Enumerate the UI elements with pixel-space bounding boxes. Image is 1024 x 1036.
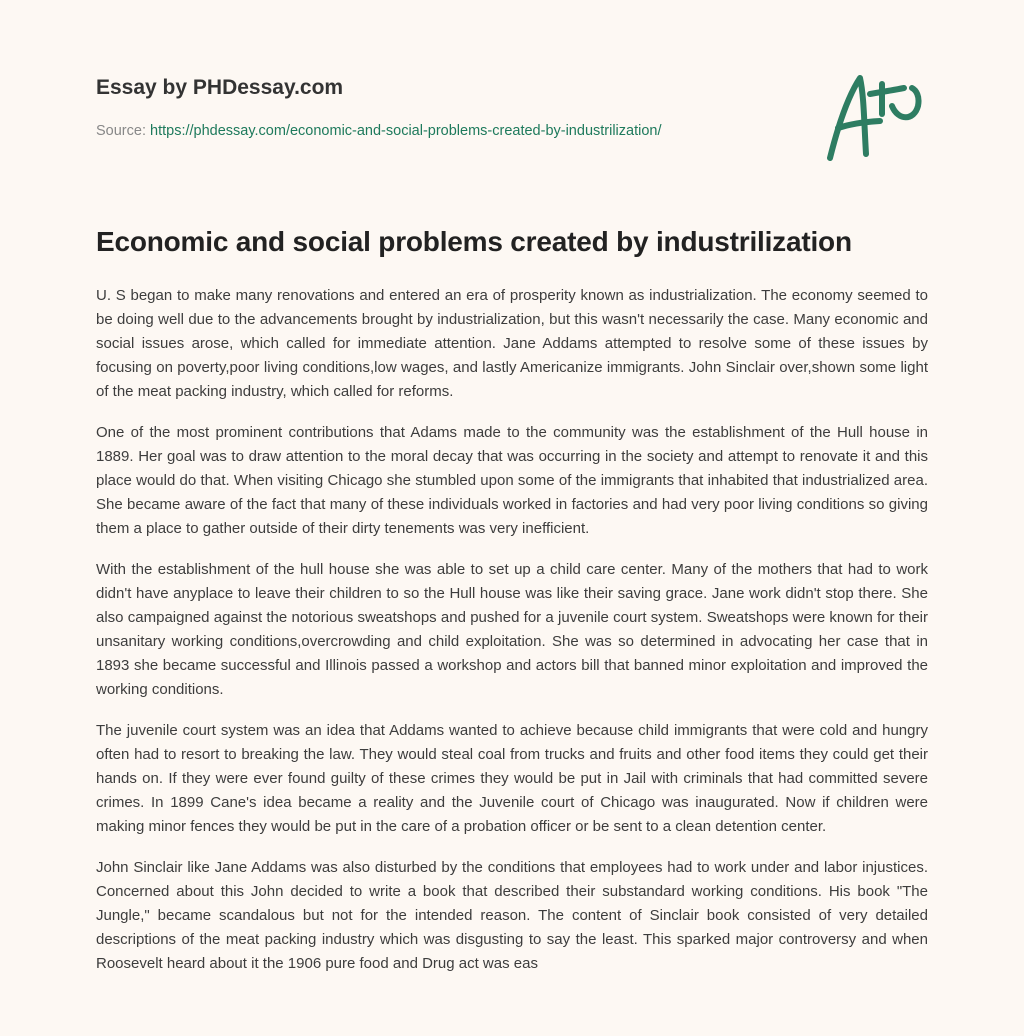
source-line — [96, 123, 662, 139]
article-title: Economic and social problems created by industrilization — [96, 226, 852, 257]
source-label: Source: — [96, 123, 146, 139]
a-plus-logo-icon — [820, 66, 930, 166]
paragraph: John Sinclair like Jane Addams was also disturbed by the conditions that employees had to work under and labor injustices. Concerned about this John decided to write a book that described their substandard working conditions. His book "The Jungle," became scandalous but not for the intended reason. The content of Sinclair book consisted of very detailed descriptions of the meat packing industry which was disgusting to say the least. This sparked major controversy and when Roosevelt heard about it the 1906 pure food and Drug act was eas — [96, 859, 928, 972]
site-brand: Essay by PHDessay.com — [96, 76, 344, 99]
paragraph: U. S began to make many renovations and entered an era of prosperity known as industrialization. The economy seemed to be doing well due to the advancements brought by industrialization, but this wasn't necessarily the case. Many economic and social issues arose, which called for immediate attention. Jane Addams attempted to resolve some of these issues by focusing on poverty,poor living conditions,low wages, and lastly Americanize immigrants. John Sinclair over,shown some light of the meat packing industry, which called for reforms. — [96, 287, 928, 400]
paragraph: With the establishment of the hull house she was able to set up a child care center. Many of the mothers that had to work didn't have anyplace to leave their children to so the Hull house was like their saving grace. Jane work didn't stop there. She also campaigned against the notorious sweatshops and pushed for a juvenile court system. Sweatshops were known for their unsanitary working conditions,overcrowding and child exploitation. She was so determined in advocating her case that in 1893 she became successful and Illinois passed a workshop and actors bill that banned minor exploitation and improved the working conditions. — [96, 561, 928, 698]
paragraph: The juvenile court system was an idea that Addams wanted to achieve because child immigrants that were cold and hungry often had to resort to breaking the law. They would steal coal from trucks and fruits and other food items they could get their hands on. If they were ever found guilty of these crimes they would be put in Jail with criminals that had committed severe crimes. In 1899 Cane's idea became a reality and the Juvenile court of Chicago was inaugurated. Now if children were making minor fences they would be put in the care of a probation officer or be sent to a clean detention center. — [96, 722, 928, 835]
article-body — [96, 284, 928, 993]
source-link[interactable]: https://phdessay.com/economic-and-social-problems-created-by-industrilization/ — [150, 123, 662, 139]
paragraph: One of the most prominent contributions that Adams made to the community was the establishment of the Hull house in 1889. Her goal was to draw attention to the moral decay that was occurring in the society and attempt to renovate it and this place would do that. When visiting Chicago she stumbled upon some of the immigrants that inhabited that industrialized area. She became aware of the fact that many of these individuals worked in factories and had very poor living conditions so giving them a place to gather outside of their dirty tenements was very inefficient. — [96, 424, 928, 537]
